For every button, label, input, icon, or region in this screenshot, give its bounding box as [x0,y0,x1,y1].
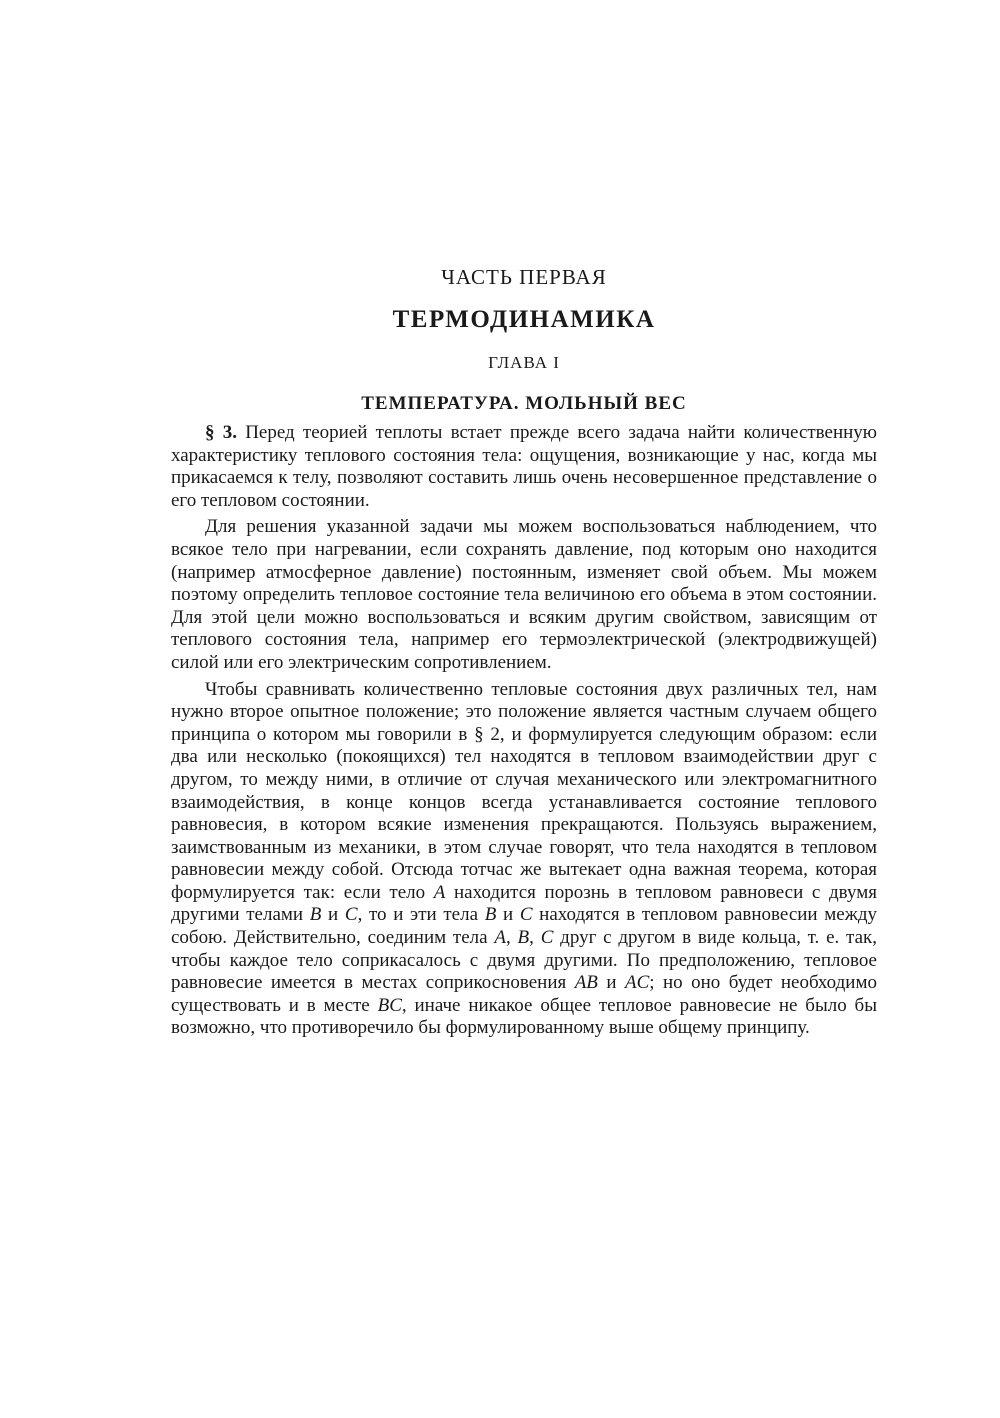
paragraph-3-text: ; но оно будет необходимо существовать и в месте [171,972,877,1016]
contact-bc: BC [377,994,402,1016]
paragraph-3-text: , [505,927,518,949]
paragraph-3-text: и [321,904,345,926]
paragraph-1-text: Перед теорией теплоты встает прежде всего задача найти количественную характеристику теплового состояния тела: ощущения, возникающие у нас, когда мы прикасаемся к телу, позволяют составить лишь очень несовершенное представление о его тепловом состоянии. [171,422,878,511]
paragraph-3-text: , [529,927,541,949]
body-a: A [494,927,506,949]
contact-ac: AC [625,972,650,994]
paragraph-3 [171,679,877,1041]
paragraph-3-text: и [496,904,520,926]
body-a: A [433,881,446,903]
body-b: B [517,927,530,949]
paragraph-3-text: Чтобы сравнивать количественно тепловые состояния двух различных тел, нам нужно второе опытное положение; это положение является частным случаем общего принципа о котором мы говорили в § 2, и формулируется следующим образом: если два или несколько (покоящихся) тел находятся в тепловом взаимодействии друг с другом, то между ними, в отличие от случая механического или электромагнитного взаимодействия, в конце концов всегда устанавливается состояние теплового равновесия, в котором всякие изменения прекращаются. Пользуясь выражением, заимствованным из механики, в этом случае говорят, что тела находятся в тепловом равновесии между собой. Отсюда тотчас же вытекает одна важная теорема, которая формулируется так: если тело [171,678,877,903]
paragraph-2-text: Для решения указанной задачи мы можем воспользоваться наблюдением, что всякое тело при нагревании, если сохранять давление, под которым оно находится (например атмосферное давление) постоянным, изменяет свой объем. Мы можем поэтому определить тепловое состояние тела величиною его объема в этом состоянии. Для этой цели можно воспользоваться и всяким другим свойством, зависящим от теплового состояния тела, например его термоэлектрической (электродвижущей) силой или его электрическим сопротивлением. [171,516,877,673]
paragraph-3-text: находятся в тепловом равновесии между собою. Действительно, соединим тела [171,904,878,949]
body-c: C [540,927,554,949]
paragraph-3-text: находится порознь в тепловом равновеси с двумя другими телами [171,881,877,926]
paragraph-3-text: друг с другом в виде кольца, т. е. так, чтобы каждое тело соприкасалось с двумя другими. По предположению, тепловое равновесие имеется в местах соприкосновения [171,927,878,994]
section-mark: § 3. [205,422,237,443]
page-content [171,262,877,1044]
contact-ab: AB [574,972,598,994]
paragraph-3-text: и [597,972,625,994]
paragraph-3-text: , то и эти тела [357,904,485,926]
chapter-title: ГЛАВА I [488,353,560,372]
body-c: C [519,904,533,926]
section-title: ТЕМПЕРАТУРА. МОЛЬНЫЙ ВЕС [361,393,687,414]
body-b: B [309,904,322,926]
body-c: C [344,904,358,926]
paragraph-3-text: , иначе никакое общее тепловое равновесие не было бы возможно, что противоречило бы формулированному выше общему принципу. [171,994,877,1039]
body-b: B [484,904,497,926]
paragraph-1 [171,422,877,512]
part-title: ЧАСТЬ ПЕРВАЯ [441,265,607,289]
paragraph-2 [171,516,877,674]
main-title: ТЕРМОДИНАМИКА [392,306,656,333]
